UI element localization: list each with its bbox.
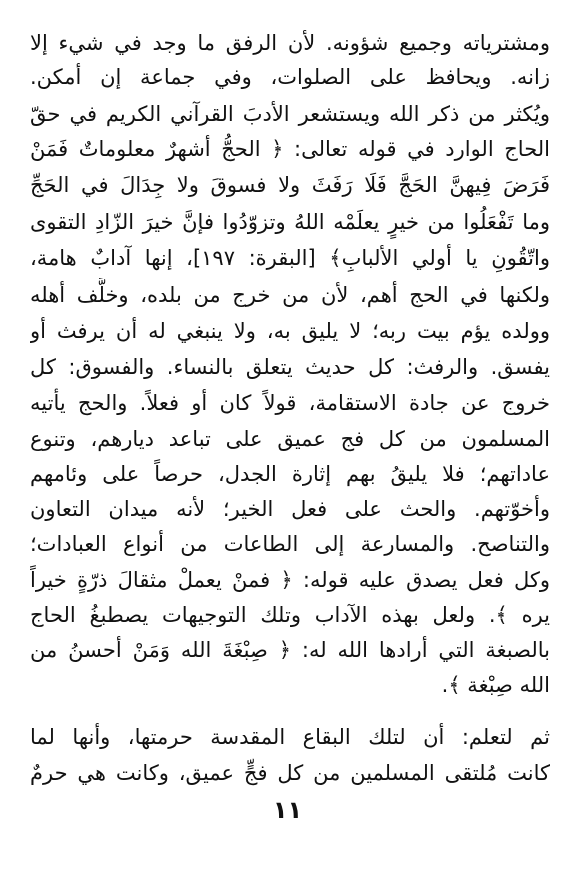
text-line: ويُكثر من ذكر الله ويستشعر الأدبَ القرآني الكريم في حقّ: [30, 102, 550, 126]
text-line: عاداتهم؛ فلا يليقُ بهم إثارة الجدل، حرصاً على وئامهم: [30, 462, 550, 486]
text-line: ثم لتعلم: أن لتلك البقاع المقدسة حرمتها، وأنها لما: [30, 725, 550, 749]
text-line: خروج عن جادة الاستقامة، قولاً كان أو فعلاً. والحج يأتيه: [30, 391, 550, 415]
text-line: كانت مُلتقى المسلمين من كل فجٍّ عميق، وكانت هي حرمٌ: [30, 761, 550, 785]
text-line: بالصبغة التي أرادها الله له: ﴿ صِبْغَةَ الله وَمَنْ أحسنُ من: [30, 638, 550, 662]
text-line: والتناصح. والمسارعة إلى الطاعات من أنواع العبادات؛: [30, 532, 550, 556]
text-line: وما تَفْعَلُوا من خيرٍ يعلَمْه اللهُ وتزوّدُوا فإنَّ خيرَ الزّادِ التقوى: [30, 210, 550, 234]
text-line: وكل فعل يصدق عليه قوله: ﴿ فمنْ يعملْ مثقالَ ذرّةٍ خيراً: [30, 568, 550, 592]
text-line: ولكنها في الحج أهم، لأن من خرج من بلده، وخلَّف أهله: [30, 283, 550, 307]
text-line: فَرَضَ فِيهنَّ الحَجَّ فَلَا رَفَثَ ولا فسوقَ ولا جِدَالَ في الحَجِّ: [30, 173, 550, 197]
page-number: ١١: [272, 796, 303, 824]
text-line: يره ﴾. ولعل بهذه الآداب وتلك التوجيهات يصطبغُ الحاج: [30, 603, 550, 627]
text-line: الله صِبْغة ﴾.: [441, 673, 550, 697]
text-line: ومشترياته وجميع شؤونه. لأن الرفق ما وجد في شيء إلا: [30, 31, 550, 55]
text-line: المسلمون من كل فج عميق على تباعد ديارهم، وتنوع: [30, 427, 550, 451]
text-line: يفسق. والرفث: كل حديث يتعلق بالنساء. والفسوق: كل: [30, 355, 550, 379]
text-line: وأخوّتهم. والحث على فعل الخير؛ لأنه ميدان التعاون: [30, 497, 550, 521]
text-line: زانه. ويحافظ على الصلوات، وفي جماعة إن أمكن.: [30, 65, 550, 89]
text-line: الحاج الوارد في قوله تعالى: ﴿ الحجُّ أشهرٌ معلوماتٌ فَمَنْ: [30, 137, 550, 161]
text-line: واتّقُونِ يا أولي الألبابِ﴾ [البقرة: ١٩٧]، إنها آدابٌ هامة،: [30, 246, 550, 270]
text-line: وولده يؤم بيت ربه؛ لا يليق به، ولا ينبغي له أن يرفث أو: [30, 319, 550, 343]
